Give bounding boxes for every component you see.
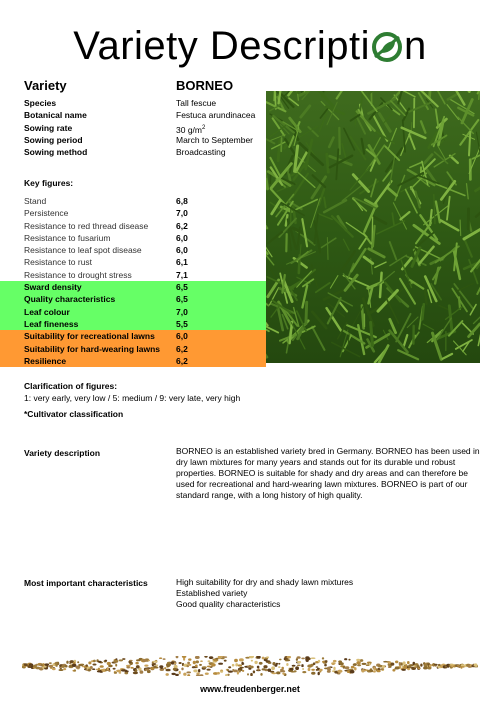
figure-label: Resistance to fusarium <box>24 232 111 243</box>
info-row <box>24 97 264 109</box>
info-row <box>24 122 264 134</box>
table-row <box>0 330 266 342</box>
figure-label: Persistence <box>24 208 69 219</box>
info-row <box>24 109 264 121</box>
title-text-start: Variety Descripti <box>73 24 370 68</box>
table-row <box>0 318 266 330</box>
table-row <box>0 269 266 281</box>
figure-value: 7,0 <box>176 208 188 219</box>
description-text: BORNEO is an established variety bred in Germany. BORNEO has been used in dry lawn mixtures for many years and stands out for its durable und robust properties. BORNEO is suitable for shady and dry areas and can therefore be used for recreational and hard-wearing lawn mixtures. BORNEO is part of our standard range, with a long history of high quality. <box>176 446 480 500</box>
info-key: Sowing period <box>24 134 83 145</box>
leaf-circle-logo-icon <box>371 26 403 58</box>
figure-label: Sward density <box>24 282 82 293</box>
figure-label: Leaf colour <box>24 306 70 317</box>
cultivator-note: *Cultivator classification <box>24 409 124 419</box>
seed-band-image <box>22 656 478 676</box>
info-value: March to September <box>176 134 254 145</box>
info-key: Botanical name <box>24 110 87 121</box>
figure-value: 6,5 <box>176 282 188 293</box>
figure-label: Resistance to rust <box>24 257 93 268</box>
sowing-rate-sup: 2 <box>202 124 206 131</box>
info-row <box>24 146 264 158</box>
table-row <box>0 306 266 318</box>
characteristics-list <box>176 577 353 610</box>
info-list <box>24 97 264 158</box>
variety-label: Variety <box>24 78 67 93</box>
figure-value: 6,2 <box>176 355 188 366</box>
info-value: Broadcasting <box>176 147 226 158</box>
footer-url: www.freudenberger.net <box>200 684 300 694</box>
title-text-end: n <box>403 24 427 68</box>
clarification-text: 1: very early, very low / 5: medium / 9: very late, very high <box>24 393 241 403</box>
table-row <box>0 220 266 232</box>
figure-value: 6,0 <box>176 245 188 256</box>
figure-value: 6,0 <box>176 331 188 342</box>
key-figures-table <box>0 195 266 367</box>
figure-value: 7,1 <box>176 269 188 280</box>
figure-label: Resistance to drought stress <box>24 269 132 280</box>
figure-value: 6,0 <box>176 232 188 243</box>
figure-value: 6,1 <box>176 257 188 268</box>
table-row <box>0 244 266 256</box>
grass-photo <box>266 91 480 363</box>
figure-value: 5,5 <box>176 318 188 329</box>
info-value: Festuca arundinacea <box>176 110 256 121</box>
figure-value: 6,2 <box>176 220 188 231</box>
info-key: Sowing rate <box>24 122 73 133</box>
clarification-title: Clarification of figures: <box>24 381 118 391</box>
table-row <box>0 343 266 355</box>
figure-label: Resilience <box>24 355 67 366</box>
figure-label: Suitability for recreational lawns <box>24 331 155 342</box>
variety-value: BORNEO <box>176 78 234 93</box>
key-figures-title: Key figures: <box>24 178 74 188</box>
info-key: Sowing method <box>24 147 88 158</box>
table-row <box>0 293 266 305</box>
figure-value: 6,2 <box>176 343 188 354</box>
figure-value: 6,5 <box>176 294 188 305</box>
figure-label: Resistance to red thread disease <box>24 220 149 231</box>
description-label: Variety description <box>24 448 101 458</box>
list-item: High suitability for dry and shady lawn mixtures <box>176 577 354 587</box>
sowing-rate-value: 30 g/m <box>176 124 202 135</box>
table-row <box>0 281 266 293</box>
table-row <box>0 232 266 244</box>
list-item: Established variety <box>176 588 248 598</box>
info-key: Species <box>24 98 57 108</box>
characteristics-label: Most important characteristics <box>24 578 148 588</box>
table-row <box>0 355 266 367</box>
info-value: Tall fescue <box>176 98 217 108</box>
page-title <box>0 22 500 70</box>
figure-label: Quality characteristics <box>24 294 116 305</box>
figure-value: 6,8 <box>176 196 188 206</box>
table-row <box>0 207 266 219</box>
figure-label: Leaf fineness <box>24 318 79 329</box>
info-row <box>24 134 264 146</box>
list-item: Good quality characteristics <box>176 599 281 609</box>
figure-label: Stand <box>24 196 47 206</box>
table-row <box>0 256 266 268</box>
figure-label: Resistance to leaf spot disease <box>24 245 142 256</box>
table-row <box>0 195 266 207</box>
figure-value: 7,0 <box>176 306 188 317</box>
figure-label: Suitability for hard-wearing lawns <box>24 343 161 354</box>
